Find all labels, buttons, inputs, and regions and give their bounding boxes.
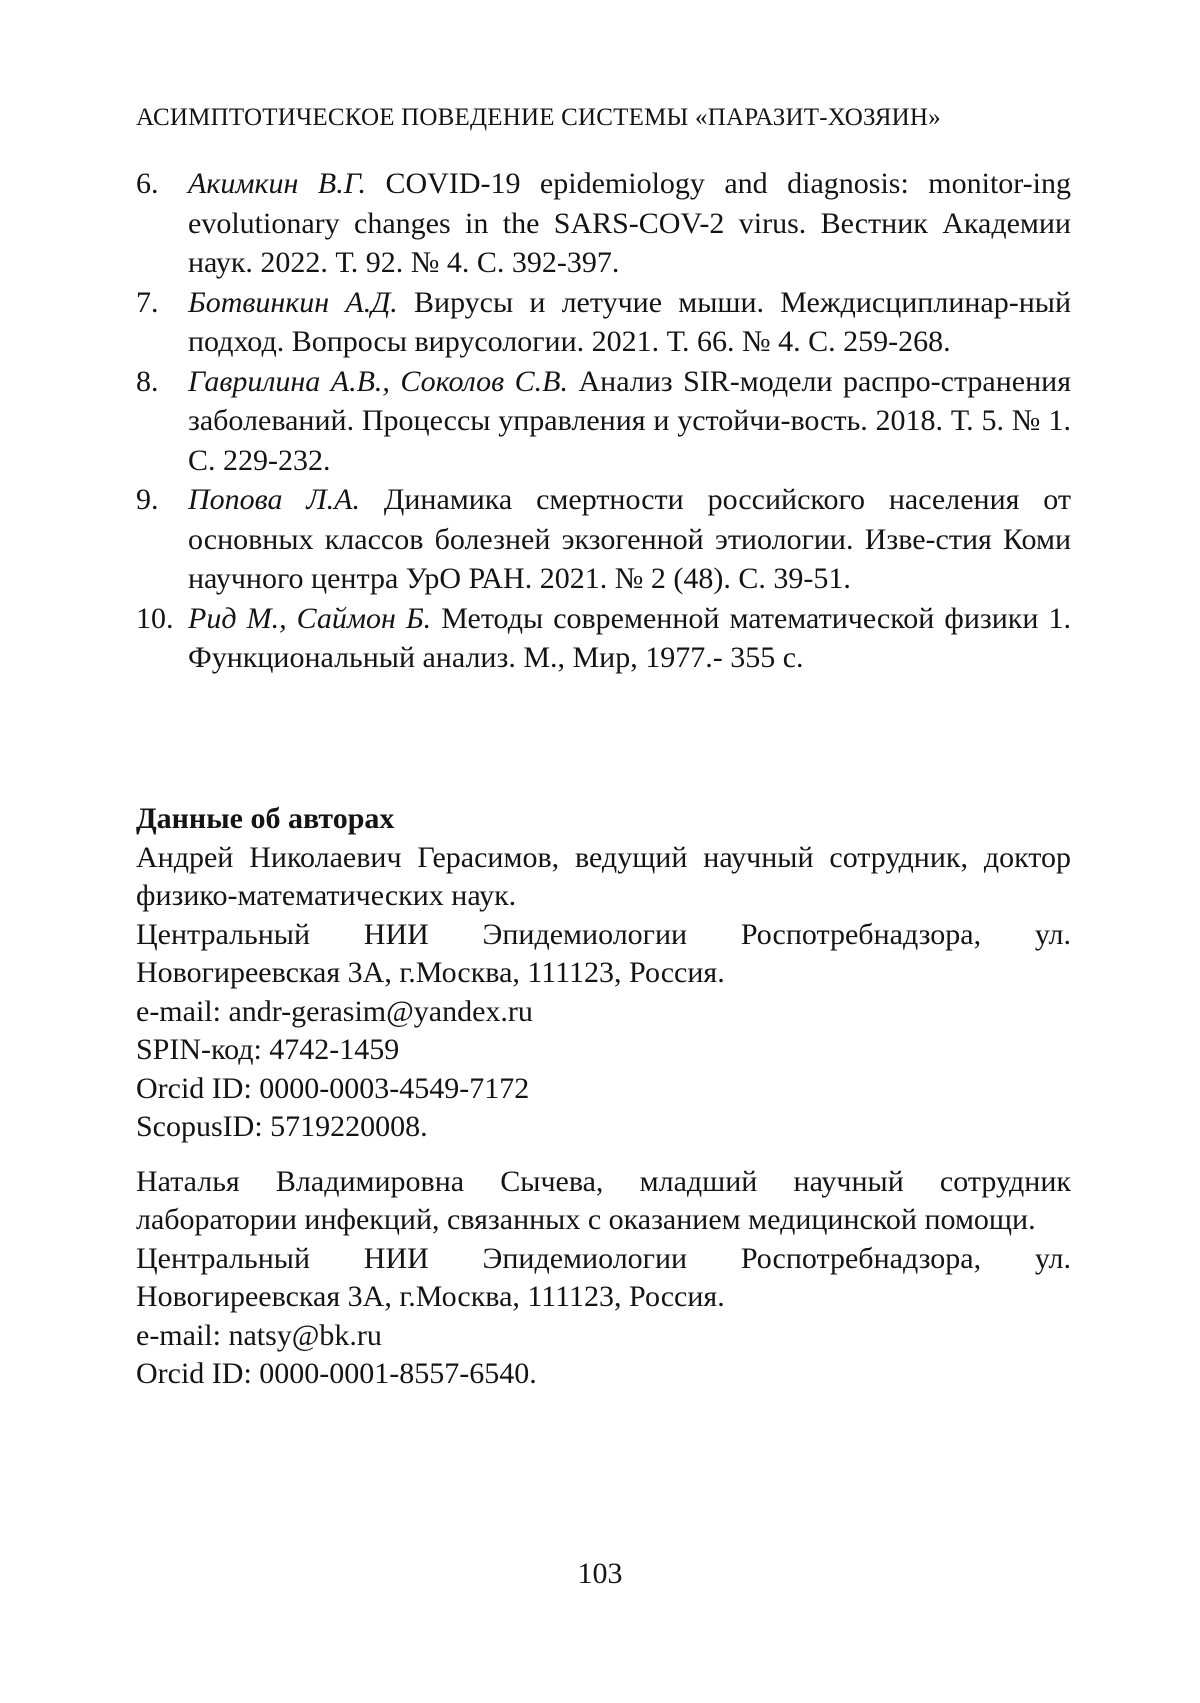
- author-name-position: Андрей Николаевич Герасимов, ведущий научный сотрудник, доктор физико-математических наук.: [136, 839, 1071, 916]
- reference-author: Ботвинкин А.Д.: [188, 286, 398, 319]
- reference-number: 10.: [136, 599, 188, 678]
- reference-text: Методы современной математической физики 1. Функциональный анализ. М., Мир, 1977.- 355 с.: [188, 602, 1071, 675]
- reference-list: [136, 164, 1071, 678]
- reference-author: Акимкин В.Г.: [188, 167, 366, 200]
- reference-number: 6.: [136, 164, 188, 283]
- reference-number: 9.: [136, 480, 188, 599]
- document-page: [0, 0, 1200, 1703]
- author-name-position: Наталья Владимировна Сычева, младший научный сотрудник лаборатории инфекций, связанных с оказанием медицинской помощи.: [136, 1163, 1071, 1240]
- author-spin: SPIN-код: 4742-1459: [136, 1031, 1071, 1070]
- reference-number: 8.: [136, 362, 188, 481]
- authors-section: [136, 800, 1071, 1394]
- reference-author: Попова Л.А.: [188, 483, 360, 516]
- author-affiliation: Центральный НИИ Эпидемиологии Роспотребнадзора, ул. Новогиреевская 3А, г.Москва, 111123, Россия.: [136, 1240, 1071, 1317]
- reference-text: Анализ SIR-модели распро-странения заболеваний. Процессы управления и устойчи-вость. 2018. Т. 5. № 1. С. 229-232.: [188, 365, 1071, 477]
- reference-body: [188, 164, 1071, 283]
- reference-text: Динамика смертности российского населения от основных классов болезней экзогенной этиологии. Изве-стия Коми научного центра УрО РАН. 2021. № 2 (48). С. 39-51.: [188, 483, 1071, 595]
- reference-body: [188, 599, 1071, 678]
- page-number: 103: [0, 1555, 1200, 1593]
- reference-item: [136, 480, 1071, 599]
- reference-body: [188, 362, 1071, 481]
- author-email: e-mail: natsy@bk.ru: [136, 1317, 1071, 1356]
- reference-item: [136, 283, 1071, 362]
- reference-item: [136, 362, 1071, 481]
- author-scopus: ScopusID: 5719220008.: [136, 1108, 1071, 1147]
- author-email: e-mail: andr-gerasim@yandex.ru: [136, 993, 1071, 1032]
- author-orcid: Orcid ID: 0000-0003-4549-7172: [136, 1070, 1071, 1109]
- author-affiliation: Центральный НИИ Эпидемиологии Роспотребнадзора, ул. Новогиреевская 3А, г.Москва, 111123, Россия.: [136, 916, 1071, 993]
- author-orcid: Orcid ID: 0000-0001-8557-6540.: [136, 1355, 1071, 1394]
- reference-author: Рид М., Саймон Б.: [188, 602, 431, 635]
- reference-text: Вирусы и летучие мыши. Междисциплинар-ный подход. Вопросы вирусологии. 2021. Т. 66. № 4. С. 259-268.: [188, 286, 1071, 359]
- reference-text: COVID-19 epidemiology and diagnosis: monitor-ing evolutionary changes in the SARS-COV-2 virus. Вестник Академии наук. 2022. Т. 92. № 4. С. 392-397.: [188, 167, 1071, 279]
- reference-item: [136, 599, 1071, 678]
- reference-body: [188, 283, 1071, 362]
- reference-author: Гаврилина А.В., Соколов С.В.: [188, 365, 568, 398]
- reference-body: [188, 480, 1071, 599]
- reference-item: [136, 164, 1071, 283]
- section-title: Данные об авторах: [136, 800, 1071, 839]
- reference-number: 7.: [136, 283, 188, 362]
- spacer: [136, 1147, 1071, 1163]
- running-header: АСИМПТОТИЧЕСКОЕ ПОВЕДЕНИЕ СИСТЕМЫ «ПАРАЗИТ-ХОЗЯИН»: [136, 102, 1071, 134]
